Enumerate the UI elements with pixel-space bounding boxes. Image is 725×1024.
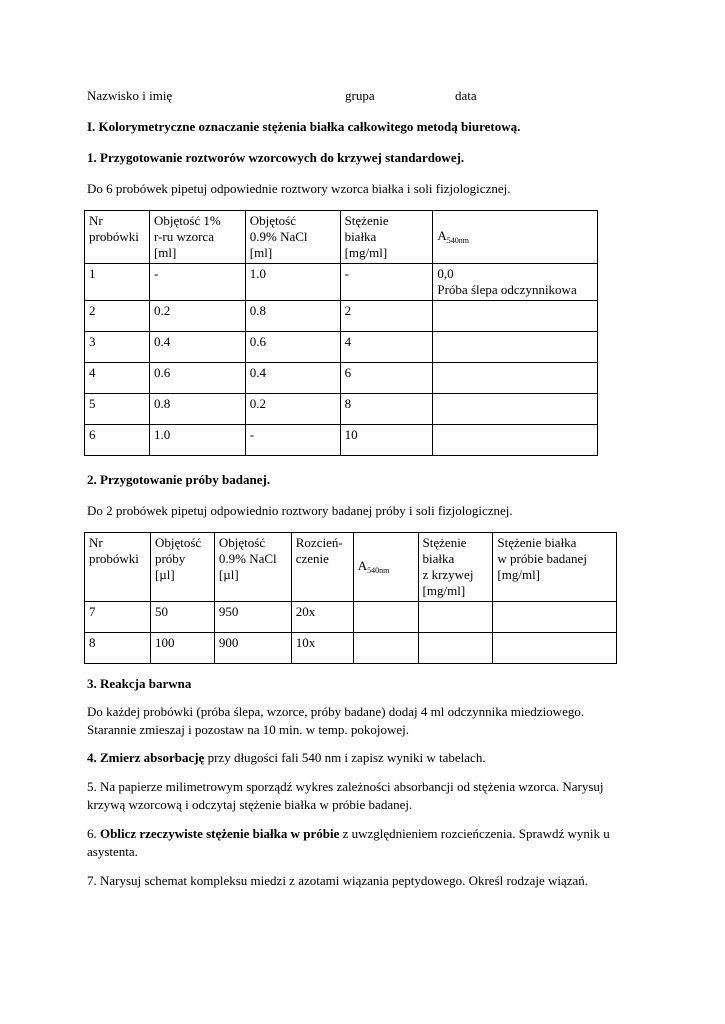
standards-header-cell: Objętość 0.9% NaCl [ml] [245,211,340,264]
table-cell [433,332,598,363]
table-cell: 0.6 [245,332,340,363]
table-cell: 2 [85,301,150,332]
section-title: I. Kolorymetryczne oznaczanie stężenia białka całkowitego metodą biuretową. [87,119,521,134]
table-cell: 0.8 [149,394,245,425]
absorbance-symbol: A [437,228,447,243]
table-cell: 0.8 [245,301,340,332]
s6-paragraph [87,825,632,861]
table-cell: 8 [340,394,433,425]
table-row [85,602,617,633]
s2-heading: 2. Przygotowanie próby badanej. [87,472,271,487]
sample-header-cell: Objętość 0.9% NaCl [µl] [214,533,291,602]
absorbance-wavelength: 540nm [446,236,469,245]
sample-header-absorbance [353,533,418,602]
table-cell: 0.2 [149,301,245,332]
table-cell: 0.4 [149,332,245,363]
table-cell: 6 [340,363,433,394]
s5-text: 5. Na papierze milimetrowym sporządź wykres zależności absorbancji od stężenia wzorca. Narysuj krzywą wzorcową i odczytaj stężenie białka w próbie badanej. [87,779,604,812]
table-row [85,363,598,394]
date-label: data [455,88,477,103]
table-row [85,301,598,332]
s6-prefix: 6. [87,826,100,841]
table-cell: 4 [85,363,150,394]
sample-header-cell: Objętość próby [µl] [150,533,214,602]
sample-header-row [85,533,617,602]
table-cell [433,394,598,425]
sample-header-cell: Rozcień- czenie [291,533,353,602]
standards-header-row [85,211,598,264]
s7-text: 7. Narysuj schemat kompleksu miedzi z azotami wiązania peptydowego. Określ rodzaje wiązań. [87,873,589,888]
sample-table [84,532,617,664]
s2-intro: Do 2 probówek pipetuj odpowiednio roztwory badanej próby i soli fizjologicznej. [87,503,513,518]
s3-heading: 3. Reakcja barwna [87,676,192,691]
table-cell [493,602,617,633]
s6-text: z uwzględnieniem rozcieńczenia. Sprawdź wynik u asystenta. [87,826,610,859]
table-cell: 950 [214,602,291,633]
table-cell: - [245,425,340,456]
table-cell: 8 [85,633,151,664]
table-cell: - [340,264,433,301]
s1-intro: Do 6 probówek pipetuj odpowiednie roztwory wzorca białka i soli fizjologicznej. [87,181,511,196]
table-cell: 0,0 Próba ślepa odczynnikowa [433,264,598,301]
table-cell [418,633,493,664]
table-row [85,633,617,664]
s1-heading: 1. Przygotowanie roztworów wzorcowych do krzywej standardowej. [87,150,465,165]
s4-paragraph [87,749,632,767]
name-label: Nazwisko i imię [87,88,173,103]
standards-table [84,210,598,456]
sample-header-cell: Stężenie białka w próbie badanej [mg/ml] [493,533,617,602]
table-cell: 100 [150,633,214,664]
table-cell [493,633,617,664]
sample-header-cell: Stężenie białka z krzywej [mg/ml] [418,533,493,602]
table-cell [353,602,418,633]
table-cell: 0.6 [149,363,245,394]
table-cell [433,425,598,456]
table-cell: 1.0 [149,425,245,456]
standards-header-cell: Nr probówki [85,211,150,264]
s4-text: przy długości fali 540 nm i zapisz wyniki w tabelach. [204,750,486,765]
table-cell: 10 [340,425,433,456]
table-cell: 10x [291,633,353,664]
table-cell: 6 [85,425,150,456]
table-cell: 1.0 [245,264,340,301]
absorbance-symbol: A [357,558,368,573]
table-cell: 3 [85,332,150,363]
table-row [85,264,598,301]
table-cell: 2 [340,301,433,332]
table-cell: 20x [291,602,353,633]
table-cell: 4 [340,332,433,363]
table-cell: 0.2 [245,394,340,425]
standards-header-cell: Stężenie białka [mg/ml] [340,211,433,264]
table-row [85,394,598,425]
table-cell [353,633,418,664]
sample-header-cell: Nr probówki [85,533,151,602]
group-label: grupa [345,88,375,103]
header-row [87,88,647,104]
table-cell: 5 [85,394,150,425]
table-cell: 7 [85,602,151,633]
s4-bold: 4. Zmierz absorbację [87,750,205,765]
table-cell [433,301,598,332]
table-cell: 900 [214,633,291,664]
table-cell: 50 [150,602,214,633]
absorbance-wavelength: 540nm [367,566,390,575]
standards-header-absorbance [433,211,598,264]
s6-bold: Oblicz rzeczywiste stężenie białka w próbie [100,826,340,841]
table-cell [433,363,598,394]
table-cell: - [149,264,245,301]
table-row [85,425,598,456]
table-cell [418,602,493,633]
table-cell: 1 [85,264,150,301]
s3-text: Do każdej probówki (próba ślepa, wzorce, próby badane) dodaj 4 ml odczynnika miedziowego. Starannie zmieszaj i pozostaw na 10 min. w temp. pokojowej. [87,704,585,737]
standards-header-cell: Objętość 1% r-ru wzorca [ml] [149,211,245,264]
table-row [85,332,598,363]
table-cell: 0.4 [245,363,340,394]
